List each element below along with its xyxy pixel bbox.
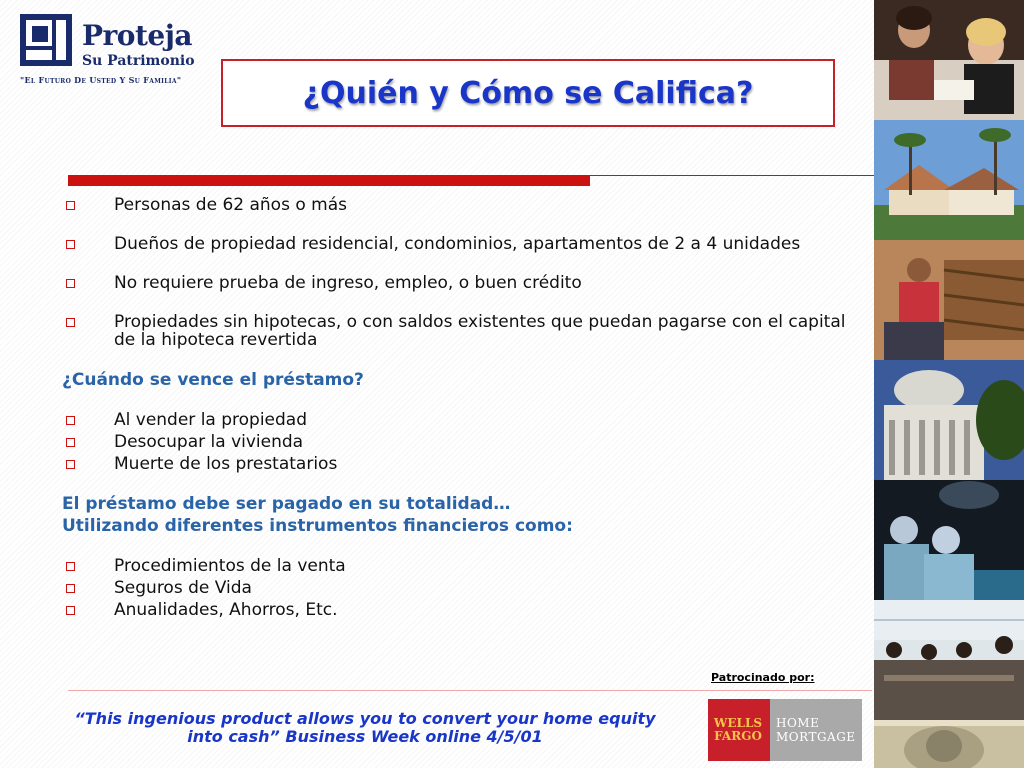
money-photo bbox=[874, 720, 1024, 768]
classroom-photo bbox=[874, 600, 1024, 720]
checkbox-bullet-icon bbox=[66, 606, 75, 615]
checkbox-bullet-icon bbox=[66, 201, 75, 210]
meeting-photo bbox=[874, 0, 1024, 120]
checkbox-bullet-icon bbox=[66, 279, 75, 288]
capitol-photo bbox=[874, 360, 1024, 480]
page-title: ¿Quién y Cómo se Califica? bbox=[302, 75, 754, 111]
section-heading-instruments: Utilizando diferentes instrumentos financieros como: bbox=[62, 516, 573, 536]
title-box bbox=[221, 59, 835, 127]
wells-fargo-brand: WELLS FARGO bbox=[713, 716, 763, 743]
list-item: Dueños de propiedad residencial, condominios, apartamentos de 2 a 4 unidades bbox=[62, 235, 852, 253]
logo-tagline: "El Futuro De Usted Y Su Familia" bbox=[20, 75, 182, 85]
list-item: Personas de 62 años o más bbox=[62, 196, 852, 214]
list-item: Muerte de los prestatarios bbox=[62, 455, 852, 473]
sponsor-label: Patrocinado por: bbox=[711, 671, 815, 684]
list-item: No requiere prueba de ingreso, empleo, o buen crédito bbox=[62, 274, 852, 292]
checkbox-bullet-icon bbox=[66, 438, 75, 447]
wells-fargo-logo bbox=[708, 699, 862, 761]
surgery-photo bbox=[874, 480, 1024, 600]
checkbox-bullet-icon bbox=[66, 460, 75, 469]
checkbox-bullet-icon bbox=[66, 318, 75, 327]
logo-name: Proteja bbox=[82, 19, 193, 52]
home-mortgage-label: HOME MORTGAGE bbox=[770, 699, 862, 761]
slide-content bbox=[62, 196, 852, 619]
checkbox-bullet-icon bbox=[66, 416, 75, 425]
proteja-logo bbox=[18, 12, 198, 84]
checkbox-bullet-icon bbox=[66, 562, 75, 571]
list-item: Seguros de Vida bbox=[62, 579, 852, 597]
workers-photo bbox=[874, 240, 1024, 360]
footer-quote: “This ingenious product allows you to convert your home equity into cash” Business Week online 4/5/01 bbox=[74, 709, 656, 746]
checkbox-bullet-icon bbox=[66, 240, 75, 249]
list-item: Procedimientos de la venta bbox=[62, 557, 852, 575]
houses-photo bbox=[874, 120, 1024, 240]
list-item: Desocupar la vivienda bbox=[62, 433, 852, 451]
section-heading-repayment: El préstamo debe ser pagado en su totalidad… bbox=[62, 494, 511, 514]
list-item: Al vender la propiedad bbox=[62, 411, 852, 429]
checkbox-bullet-icon bbox=[66, 584, 75, 593]
logo-subname: Su Patrimonio bbox=[82, 53, 195, 69]
list-item: Anualidades, Ahorros, Etc. bbox=[62, 601, 852, 619]
logo-mark-icon bbox=[18, 12, 78, 68]
footer-divider bbox=[68, 690, 872, 691]
section-heading-due: ¿Cuándo se vence el préstamo? bbox=[62, 370, 364, 390]
list-item: Propiedades sin hipotecas, o con saldos existentes que puedan pagarse con el capital de la hipoteca revertida bbox=[62, 313, 852, 349]
photo-strip bbox=[874, 0, 1024, 768]
divider-bar bbox=[68, 176, 590, 186]
